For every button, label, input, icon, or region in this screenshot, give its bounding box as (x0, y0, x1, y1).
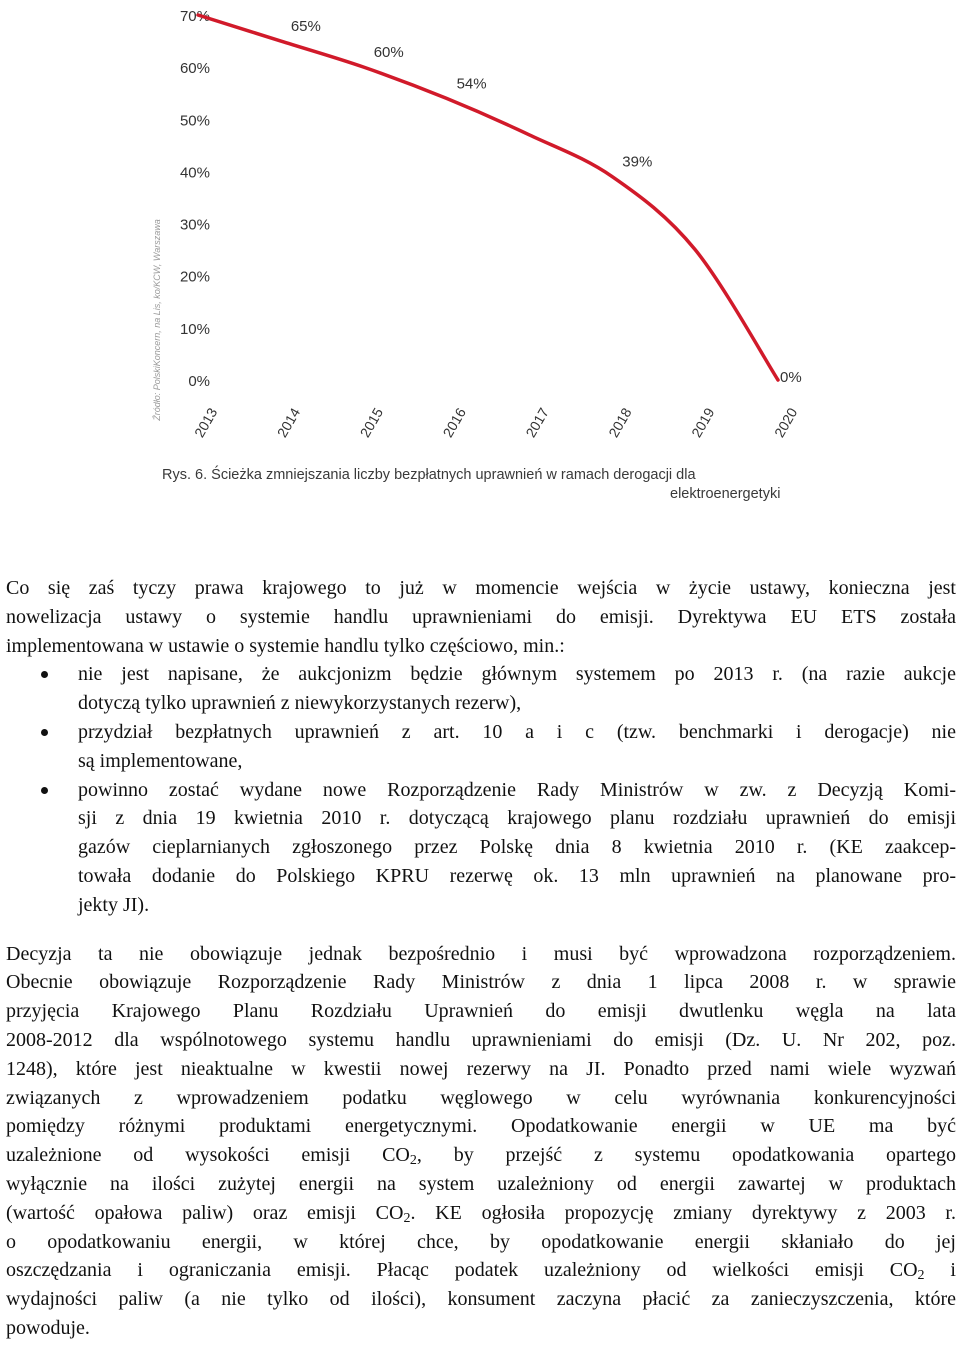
y-tick-label: 60% (179, 60, 210, 78)
body-text (6, 574, 956, 1343)
data-label: 39% (622, 153, 653, 171)
y-tick-label: 0% (188, 373, 210, 390)
text-line: sji z dnia 19 kwietnia 2010 r. dotyczącą krajowego planu rozdziału uprawnień do emisji (78, 807, 956, 830)
text-line (6, 1199, 956, 1228)
text-fragment: uzależnione od wysokości emisji CO (6, 1144, 410, 1167)
data-label: 54% (456, 75, 487, 93)
text-line: Obecnie obowiązuje Rozporządzenie Rady Ministrów z dnia 1 lipca 2008 r. w sprawie (6, 971, 956, 994)
caption-line-2: elektroenergetyki (670, 486, 781, 502)
text-line: towała dodanie do Polskiego KPRU rezerwę ok. 13 mln uprawnień na planowane pro- (78, 864, 956, 887)
x-tick-label: 2014 (273, 405, 304, 440)
text-line: pomiędzy różnymi produktami energetycznymi. Opodatkowanie energii w UE ma być (6, 1115, 956, 1138)
text-line: 2008-2012 dla wspólnotowego systemu handlu uprawnieniami do emisji (Dz. U. Nr 202, poz. (6, 1028, 956, 1051)
text-line: nowelizacja ustawy o systemie handlu uprawnieniami do emisji. Dyrektywa EU ETS została (6, 605, 956, 628)
subscript: 2 (917, 1268, 925, 1284)
x-tick-label: 2020 (770, 405, 801, 440)
text-fragment: oszczędzania i ograniczania emisji. Płacąc podatek uzależniony od wielkości emisji CO (6, 1259, 918, 1282)
y-tick-label: 70% (179, 8, 210, 25)
bullet-list (6, 660, 956, 919)
y-tick-label: 20% (179, 268, 210, 286)
text-fragment: (wartość opałowa paliw) oraz emisji CO (6, 1201, 404, 1224)
x-tick-label: 2018 (605, 405, 635, 440)
bullet-icon (41, 787, 48, 794)
text-line: związanych z wprowadzeniem podatku węglowego w celu wyrównania konkurencyjności (6, 1086, 956, 1109)
subscript: 2 (403, 1210, 411, 1226)
y-tick-label: 30% (179, 216, 210, 234)
text-fragment: , by przejść z systemu opodatkowania opartego (416, 1144, 956, 1167)
text-line: wyłącznie na ilości zużytej energii na system uzależniony od energii zawartej w produktach (6, 1172, 956, 1195)
text-line: o opodatkowaniu energii, w której chce, by opodatkowanie energii skłaniało do jej (6, 1230, 956, 1253)
x-tick-label: 2019 (688, 405, 718, 440)
figure-caption (162, 466, 812, 504)
series-line (198, 15, 778, 380)
text-line: powoduje. (6, 1316, 90, 1339)
text-line: nie jest napisane, że aukcjonizm będzie głównym systemem po 2013 r. (na razie aukcje (78, 663, 956, 686)
bullet-item (6, 660, 956, 718)
bullet-icon (41, 671, 48, 678)
text-line (6, 1256, 956, 1285)
text-line: wydajności paliw (a nie tylko od ilości), konsument zaczyna płacić za zanieczyszczenia, które (6, 1288, 956, 1311)
text-line: jekty JI). (78, 893, 150, 916)
y-tick-label: 40% (179, 164, 210, 182)
text-line: są implementowane, (78, 749, 243, 772)
text-line: Decyzja ta nie obowiązuje jednak bezpośrednio i musi być wprowadzona rozporządzeniem. (6, 942, 956, 965)
text-line: implementowana w ustawie o systemie handlu tylko częściowo, min.: (6, 634, 565, 657)
chart-plot (150, 0, 820, 460)
text-line: powinno zostać wydane nowe Rozporządzenie Rady Ministrów w zw. z Decyzją Komi- (78, 778, 956, 801)
text-line: 1248), które jest nieaktualne w kwestii nowej rezerwy na JI. Ponadto przed nami wiele wyzwań (6, 1057, 956, 1080)
x-tick-label: 2017 (522, 405, 552, 440)
data-label: 0% (780, 369, 802, 386)
text-line: przydział bezpłatnych uprawnień z art. 10 a i c (tzw. benchmarki i derogacje) nie (78, 720, 956, 743)
bullet-icon (41, 729, 48, 736)
caption-line-1: Rys. 6. Ścieżka zmniejszania liczby bezpłatnych uprawnień w ramach derogacji dla (162, 467, 696, 483)
bullet-item (6, 718, 956, 776)
text-line: gazów cieplarnianych zgłoszonego przez Polskę dnia 8 kwietnia 2010 r. (KE zaakcep- (78, 836, 956, 859)
text-line: dotyczą tylko uprawnień z niewykorzystanych rezerw), (78, 692, 522, 715)
bullet-item (6, 776, 956, 920)
text-line: Co się zaś tyczy prawa krajowego to już w momencie wejścia w życie ustawy, konieczna jest (6, 577, 956, 599)
y-tick-label: 10% (179, 320, 210, 338)
text-fragment: . KE ogłosiła propozycję zmiany dyrektywy z 2003 r. (410, 1201, 956, 1224)
data-label: 65% (290, 18, 321, 36)
x-tick-label: 2016 (439, 405, 469, 440)
y-tick-label: 50% (179, 112, 210, 130)
x-tick-label: 2013 (190, 405, 221, 440)
data-label: 60% (373, 44, 404, 62)
main-paragraph (6, 940, 956, 1343)
text-line (6, 1141, 956, 1170)
chart-source-text: Źródło: PolskiKoncern, na Lis, ko/KCW, Warszawa (152, 219, 162, 421)
intro-paragraph (6, 574, 956, 660)
x-tick-label: 2015 (356, 405, 387, 440)
chart-figure (150, 0, 820, 520)
text-line: przyjęcia Krajowego Planu Rozdziału Uprawnień do emisji dwutlenku węgla na lata (6, 1000, 956, 1023)
subscript: 2 (409, 1153, 417, 1169)
chart-source (152, 205, 166, 435)
text-fragment: i (924, 1259, 956, 1282)
